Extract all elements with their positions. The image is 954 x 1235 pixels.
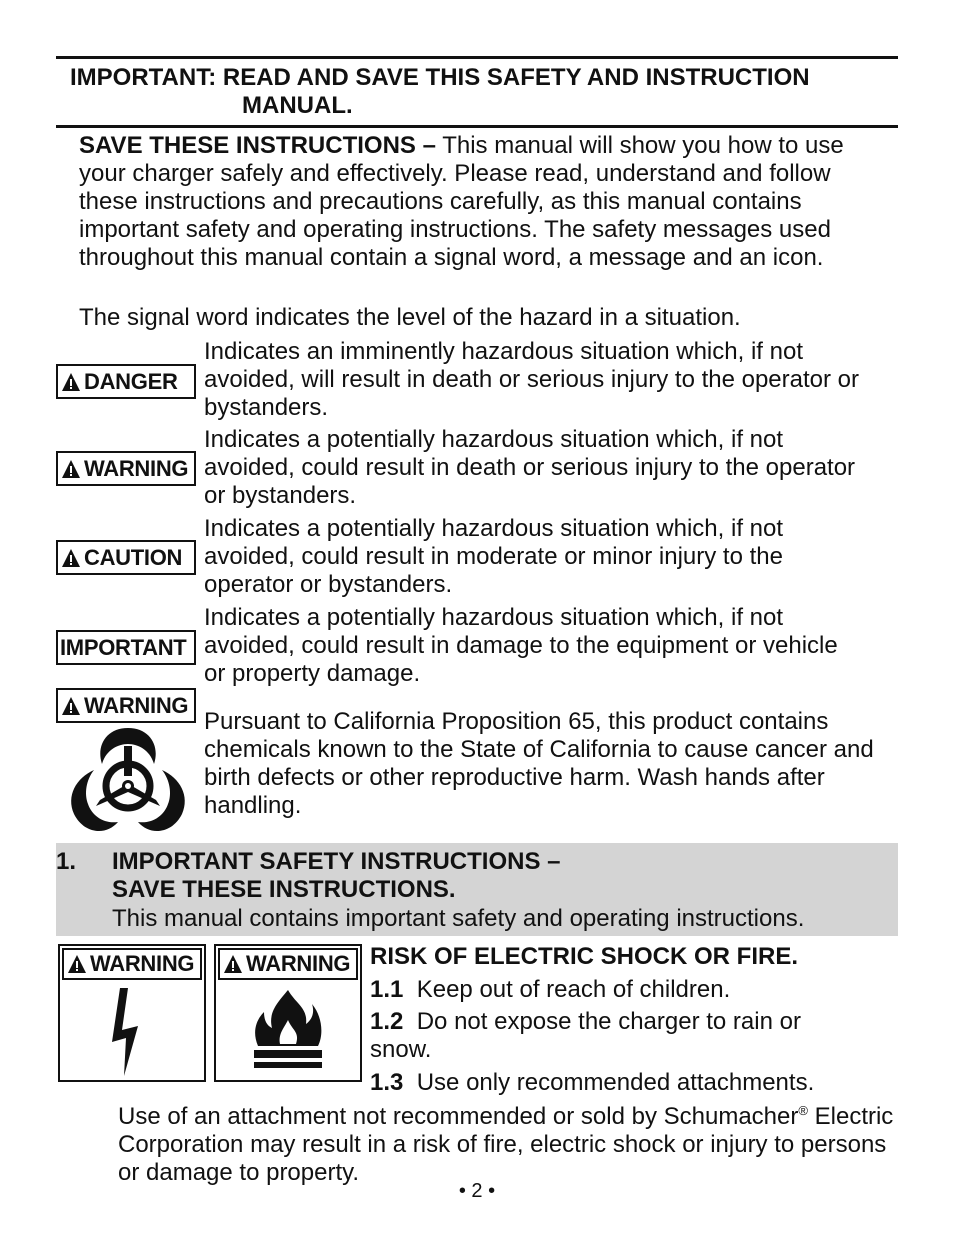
page-number: • 2 • xyxy=(458,1180,496,1202)
attachment-warning xyxy=(118,1097,898,1187)
shock-heading: RISK OF ELECTRIC SHOCK OR FIRE. xyxy=(370,943,799,970)
item-number: 1.1 xyxy=(370,976,404,1003)
alert-triangle-icon xyxy=(61,459,81,479)
flame-icon xyxy=(250,986,326,1076)
caution-description: Indicates a potentially hazardous situation which, if not avoided, could result in moderate or minor injury to the operator or bystanders. xyxy=(204,515,784,598)
lightning-bolt-icon xyxy=(104,986,160,1078)
prop65-label-text: WARNING xyxy=(84,692,189,718)
warning-description: Indicates a potentially hazardous situation which, if not avoided, could result in death or serious injury to the operator or bystanders. xyxy=(204,426,856,509)
danger-description: Indicates an imminently hazardous situation which, if not avoided, will result in death or serious injury to the operator or bystanders. xyxy=(204,338,860,421)
fire-warning-box xyxy=(214,944,362,1082)
top-rule xyxy=(56,56,898,59)
fire-warning-label-text: WARNING xyxy=(246,951,351,976)
item-text: Use only recommended attachments. xyxy=(416,1069,815,1096)
important-description: Indicates a potentially hazardous situation which, if not avoided, could result in damage to the equipment or vehicle or property damage. xyxy=(204,604,838,687)
header-rule xyxy=(56,125,898,128)
item-text: Keep out of reach of children. xyxy=(416,976,731,1003)
list-item xyxy=(370,1069,898,1097)
intro-paragraph xyxy=(79,132,894,272)
registered-mark: ® xyxy=(798,1103,808,1118)
shock-warning-label-text: WARNING xyxy=(90,951,195,976)
list-item xyxy=(370,1008,898,1036)
list-item xyxy=(370,976,898,1004)
attachment-warning-text-b: Electric Corporation may result in a risk of fire, electric shock or injury to persons or damage to property. xyxy=(118,1103,894,1186)
item-number: 1.2 xyxy=(370,1008,404,1035)
fire-warning-label xyxy=(218,948,358,980)
section1-number: 1. xyxy=(56,848,77,875)
alert-triangle-icon xyxy=(61,548,81,568)
important-label-text: IMPORTANT xyxy=(60,634,187,660)
warning-label-text: WARNING xyxy=(84,455,189,481)
alert-triangle-icon xyxy=(61,372,81,392)
signal-intro: The signal word indicates the level of the hazard in a situation. xyxy=(79,304,741,331)
attachment-warning-text-a: Use of an attachment not recommended or sold by Schumacher xyxy=(118,1103,799,1130)
list-item-continuation: snow. xyxy=(370,1036,432,1063)
item-number: 1.3 xyxy=(370,1069,404,1096)
intro-lead: SAVE THESE INSTRUCTIONS – xyxy=(79,132,436,159)
caution-label xyxy=(56,540,196,575)
prop65-text: Pursuant to California Proposition 65, this product contains chemicals known to the State of California to cause cancer and birth defects or other reproductive harm. Wash hands after handling. xyxy=(204,708,874,819)
prop65-warning-label xyxy=(56,688,196,723)
warning-label xyxy=(56,451,196,486)
section1-title1: IMPORTANT SAFETY INSTRUCTIONS – xyxy=(112,848,561,875)
section1-subtitle: This manual contains important safety and operating instructions. xyxy=(112,905,805,932)
shock-warning-label xyxy=(62,948,202,980)
alert-triangle-icon xyxy=(67,954,87,974)
alert-triangle-icon xyxy=(61,696,81,716)
alert-triangle-icon xyxy=(223,954,243,974)
biohazard-icon xyxy=(66,724,190,838)
page-title-line1: IMPORTANT: READ AND SAVE THIS SAFETY AND INSTRUCTION xyxy=(70,64,810,91)
shock-warning-box xyxy=(58,944,206,1082)
page-title xyxy=(70,64,900,120)
caution-label-text: CAUTION xyxy=(84,544,183,570)
page-title-line2: MANUAL. xyxy=(242,92,353,119)
section1-title2: SAVE THESE INSTRUCTIONS. xyxy=(112,876,456,903)
important-label xyxy=(56,630,196,665)
danger-label-text: DANGER xyxy=(84,368,178,394)
intro-text: This manual will show you how to use your charger safely and effectively. Please read, understand and follow these instructions and precautions carefully, as this manual contains important safety and operating instructions. The safety messages used throughout this manual contain a signal word, a message and an icon. xyxy=(79,132,844,271)
danger-label xyxy=(56,364,196,399)
item-text: Do not expose the charger to rain or xyxy=(416,1008,801,1035)
